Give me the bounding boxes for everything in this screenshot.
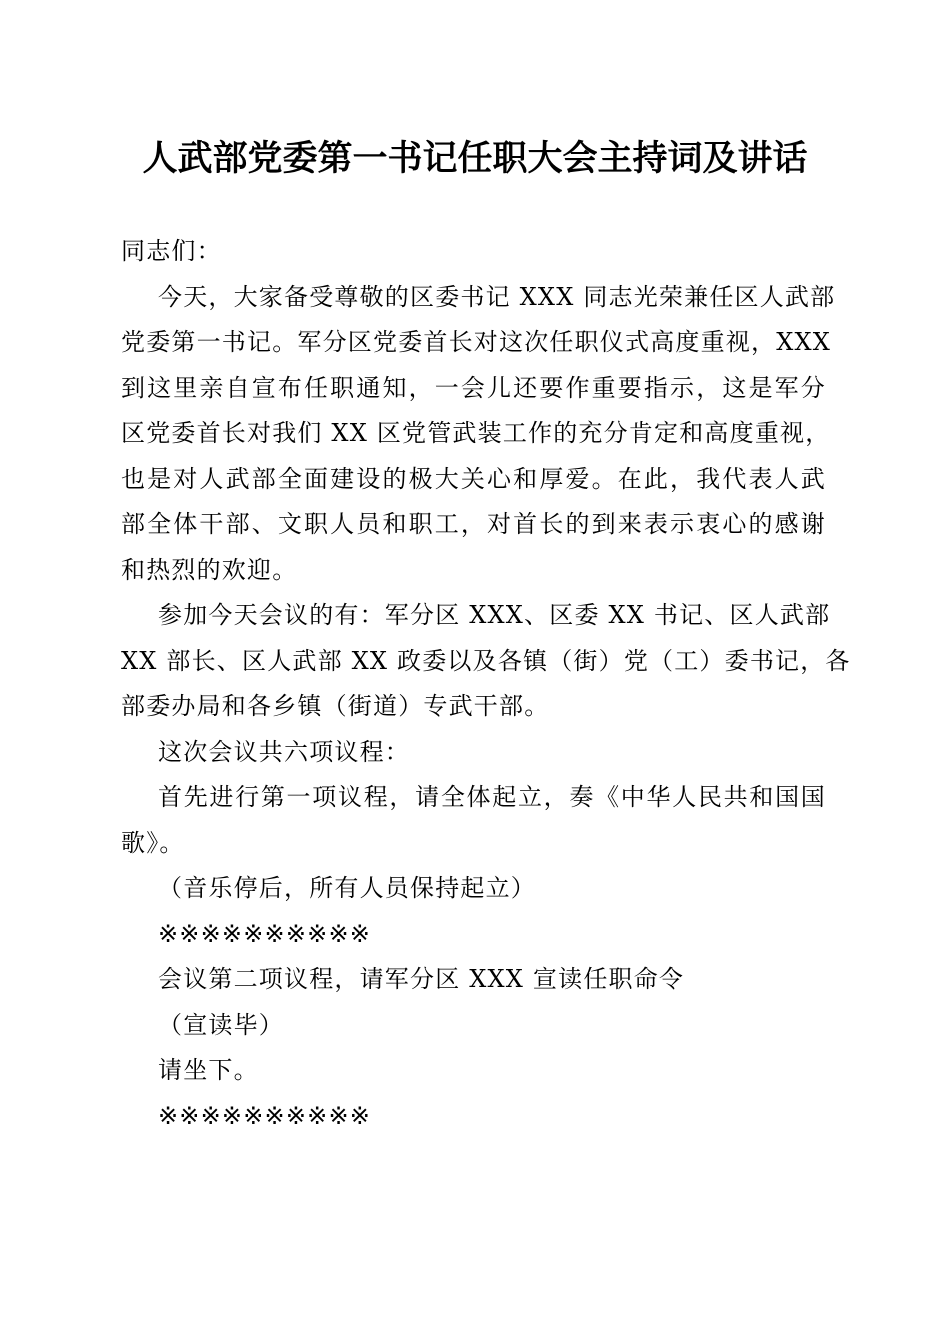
body-line: 部全体干部、文职人员和职工，对首长的到来表示衷心的感谢 xyxy=(121,510,826,538)
body-line: 歌》。 xyxy=(121,828,185,857)
body-line: XX 部长、区人武部 XX 政委以及各镇（街）党（工）委书记，各 xyxy=(121,646,851,675)
body-line: 这次会议共六项议程： xyxy=(158,737,410,766)
body-line: 党委第一书记。军分区党委首长对这次任职仪式高度重视，XXX xyxy=(121,328,832,356)
body-line: 到这里亲自宣布任职通知，一会儿还要作重要指示，这是军分 xyxy=(121,373,826,402)
body-line: 区党委首长对我们 XX 区党管武装工作的充分肯定和高度重视， xyxy=(121,419,831,447)
body-line: 今天，大家备受尊敬的区委书记 XXX 同志光荣兼任区人武部 xyxy=(158,282,836,311)
body-line: 参加今天会议的有：军分区 XXX、区委 XX 书记、区人武部 xyxy=(158,601,831,629)
document-body xyxy=(121,229,851,1139)
body-line: 和热烈的欢迎。 xyxy=(121,555,298,584)
body-line: （宣读毕） xyxy=(158,1010,284,1039)
body-line: ※※※※※※※※※※ xyxy=(158,919,372,948)
body-line: 也是对人武部全面建设的极大关心和厚爱。在此，我代表人武 xyxy=(121,464,826,493)
body-line: 同志们： xyxy=(121,237,222,265)
body-line: ※※※※※※※※※※ xyxy=(158,1101,372,1130)
body-line: 请坐下。 xyxy=(158,1056,259,1084)
body-line: 首先进行第一项议程，请全体起立，奏《中华人民共和国国 xyxy=(158,783,826,811)
body-line: 部委办局和各乡镇（街道）专武干部。 xyxy=(121,692,550,720)
body-line: （音乐停后，所有人员保持起立） xyxy=(158,874,536,902)
document-title: 人武部党委第一书记任职大会主持词及讲话 xyxy=(142,138,808,179)
body-line: 会议第二项议程，请军分区 XXX 宣读任职命令 xyxy=(158,965,685,993)
